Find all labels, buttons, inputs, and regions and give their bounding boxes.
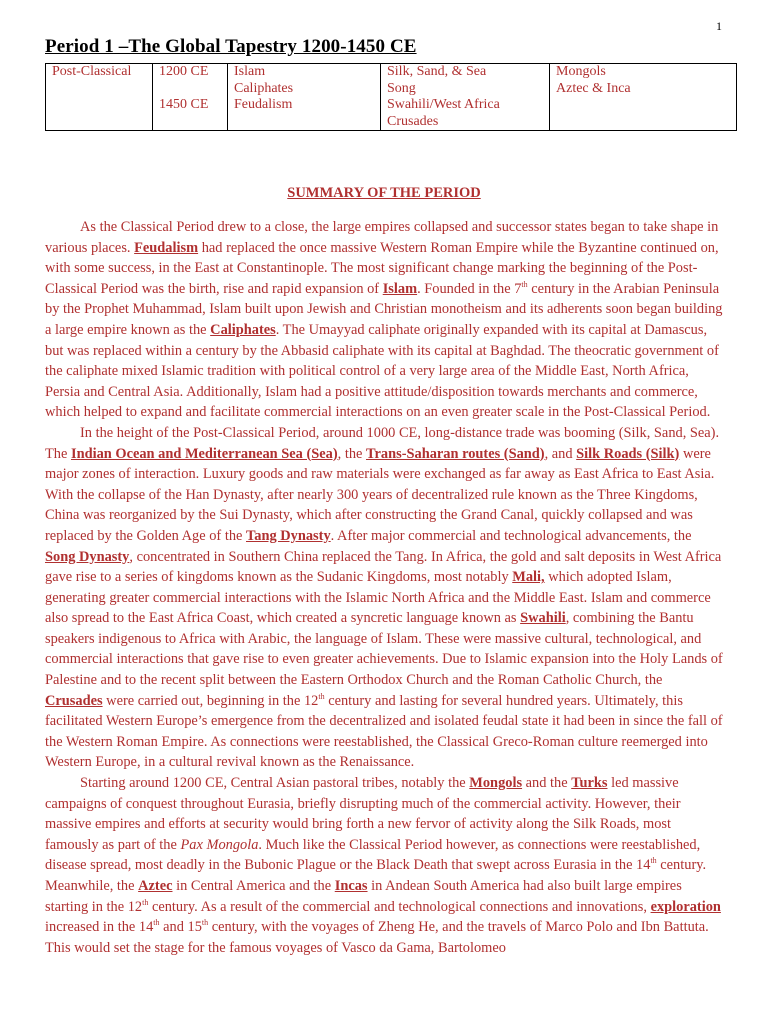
- key-term: Mali,: [512, 569, 545, 586]
- table-cell-line: Crusades: [387, 113, 439, 129]
- dates-cell: [153, 64, 228, 131]
- paragraph-text: and the: [522, 775, 572, 792]
- paragraph-text: , combining the Bantu speakers indigenous to Africa with Arabic, the language of Islam. These were massive cultural, technological, and commercial interactions that gave rise to even greater achievements. Due to Islamic expansion into the Holy Lands of Palestine and to the recent split between the Eastern Orthodox Church and the Roman Catholic Church, the: [45, 610, 723, 689]
- paragraph-text: . Much like the Classical Period however, as connections were reestablished, disease spread, most deadly in the Bubonic Plague or the Black Death that swept across Eurasia in the 14: [45, 836, 701, 874]
- table-cell-line: Post-Classical: [52, 64, 132, 79]
- summary-body: [45, 217, 723, 958]
- summary-paragraph: [45, 423, 723, 773]
- key-term: Silk Roads (Silk): [576, 445, 680, 462]
- key-term: Turks: [571, 775, 608, 792]
- ordinal-suffix: th: [521, 279, 528, 289]
- key-term: Tang Dynasty: [246, 527, 331, 544]
- ordinal-suffix: th: [142, 897, 149, 907]
- table-cell-line: Caliphates: [234, 80, 294, 96]
- paragraph-text: , concentrated in Southern China replaced the Tang. In Africa, the gold and salt deposits in West Africa gave rise to a series of kingdoms known as the Sudanic Kingdoms, most notably: [45, 548, 722, 586]
- paragraph-text: century. Meanwhile, the: [45, 857, 707, 894]
- table-cell-line: Aztec & Inca: [556, 80, 631, 96]
- key-term: Caliphates: [210, 321, 276, 338]
- trade-cell: [381, 64, 550, 131]
- table-cell-line: Swahili/West Africa: [387, 97, 500, 112]
- paragraph-text: century in the Arabian Peninsula by the Prophet Muhammad, Islam built upon Jewish and Christian monotheism and its adherents soon began building a large empire known as the: [45, 280, 723, 338]
- paragraph-text: had replaced the once massive Western Roman Empire while the Byzantine continued on, with some success, in the East at Constantinople. The most significant change marking the beginning of the Post-Classical Period was the birth, rise and rapid expansion of: [45, 239, 719, 297]
- table-cell-line: 1200 CE: [159, 64, 209, 79]
- key-term: Aztec: [138, 878, 173, 894]
- paragraph-text: which adopted Islam, generating greater commercial interactions with the Islamic North Africa and the Middle East. Islam and commerce also spread to the East Africa Coast, which created a syncretic language known as: [45, 569, 711, 627]
- paragraph-text: led massive campaigns of conquest throughout Eurasia, briefly disrupting much of the commercial activity. However, their massive empires and efforts at security would bring forth a new fervor of activity along the Silk Roads, most famously as part of the: [45, 775, 681, 853]
- key-term: Trans-Saharan routes (Sand): [366, 445, 545, 462]
- paragraph-text: As the Classical Period drew to a close, the large empires collapsed and successor states began to take shape in various places.: [45, 219, 719, 256]
- paragraph-text: , and: [544, 445, 577, 462]
- paragraph-text: century, with the voyages of Zheng He, and the travels of Marco Polo and Ibn Battuta. This would set the stage for the famous voyages of Vasco da Gama, Bartolomeo: [45, 919, 709, 956]
- italic-term: Pax Mongola: [180, 836, 259, 853]
- paragraph-text: in Central America and the: [172, 878, 335, 894]
- ordinal-suffix: th: [153, 918, 160, 928]
- key-term: Incas: [334, 878, 368, 894]
- key-term: exploration: [650, 898, 721, 915]
- table-cell-line: Feudalism: [234, 97, 293, 112]
- paragraph-text: century and lasting for several hundred years. Ultimately, this facilitated Western Europe’s emergence from the decentralized and isolated feudal state it had been in since the fall of the Western Roman Empire. As connections were reestablished, the Classical Greco-Roman culture reemerged into Western Europe, in a cultural revival known as the Renaissance.: [45, 692, 723, 771]
- summary-paragraph: [45, 773, 723, 958]
- page-number: 1: [716, 19, 722, 33]
- peoples-cell: [550, 64, 737, 131]
- table-cell-line: Mongols: [556, 64, 606, 79]
- paragraph-text: were major zones of interaction. Luxury goods and raw materials were exchanged as far away as East Africa to East Asia. With the collapse of the Han Dynasty, after nearly 300 years of decentralized rule known as the Three Kingdoms, China was reorganized by the Sui Dynasty, which after constructing the Grand Canal, quickly collapsed and was replaced by the Golden Age of the: [45, 445, 715, 544]
- paragraph-text: increased in the 14: [45, 919, 154, 936]
- ordinal-suffix: th: [201, 918, 209, 928]
- key-term: Islam: [382, 280, 418, 297]
- paragraph-text: . The Umayyad caliphate originally expanded with its capital at Damascus, but was replaced within a century by the Abbasid caliphate with its capital at Baghdad. The theocratic government of the caliphate mixed Islamic tradition with political control of a very large area of the Middle East, North Africa, Persia and Central Asia. Additionally, Islam had a positive attitude/disposition towards merchants and commerce, which helped to expand and facilitate commercial interactions on an even greater scale in the Post-Classical Period.: [45, 321, 719, 421]
- paragraph-text: century. As a result of the commercial and technological connections and innovations,: [148, 898, 651, 915]
- themes-cell: [228, 64, 381, 131]
- key-term: Swahili: [520, 610, 566, 627]
- summary-heading: SUMMARY OF THE PERIOD: [287, 185, 481, 201]
- paragraph-text: , the: [337, 445, 366, 462]
- ordinal-suffix: th: [650, 856, 657, 866]
- paragraph-text: were carried out, beginning in the 12: [102, 692, 319, 709]
- paragraph-text: In the height of the Post-Classical Period, around 1000 CE, long-distance trade was booming (Silk, Sand, Sea). The: [45, 424, 720, 462]
- key-term: Feudalism: [134, 239, 199, 256]
- key-term: Crusades: [45, 692, 103, 709]
- period-overview-table: [45, 63, 737, 131]
- table-cell-line: Silk, Sand, & Sea: [387, 64, 487, 79]
- paragraph-text: . Founded in the 7: [417, 280, 522, 297]
- paragraph-text: and 15: [159, 919, 202, 936]
- paragraph-text: . After major commercial and technological advancements, the: [330, 527, 692, 544]
- key-term: Mongols: [469, 775, 523, 792]
- paragraph-text: in Andean South America had also built large empires starting in the 12: [45, 878, 682, 915]
- table-cell-line: Song: [387, 80, 416, 96]
- page-title: Period 1 –The Global Tapestry 1200-1450 CE: [45, 36, 417, 57]
- ordinal-suffix: th: [318, 691, 325, 701]
- table-cell-line: [159, 81, 221, 98]
- summary-paragraph: [45, 217, 723, 423]
- paragraph-text: Starting around 1200 CE, Central Asian pastoral tribes, notably the: [80, 775, 470, 792]
- key-term: Indian Ocean and Mediterranean Sea (Sea): [70, 445, 338, 462]
- table-cell-line: Islam: [234, 64, 266, 79]
- era-cell: [46, 64, 153, 131]
- key-term: Song Dynasty: [45, 548, 130, 565]
- table-cell-line: 1450 CE: [159, 97, 209, 112]
- table-row: [46, 64, 737, 131]
